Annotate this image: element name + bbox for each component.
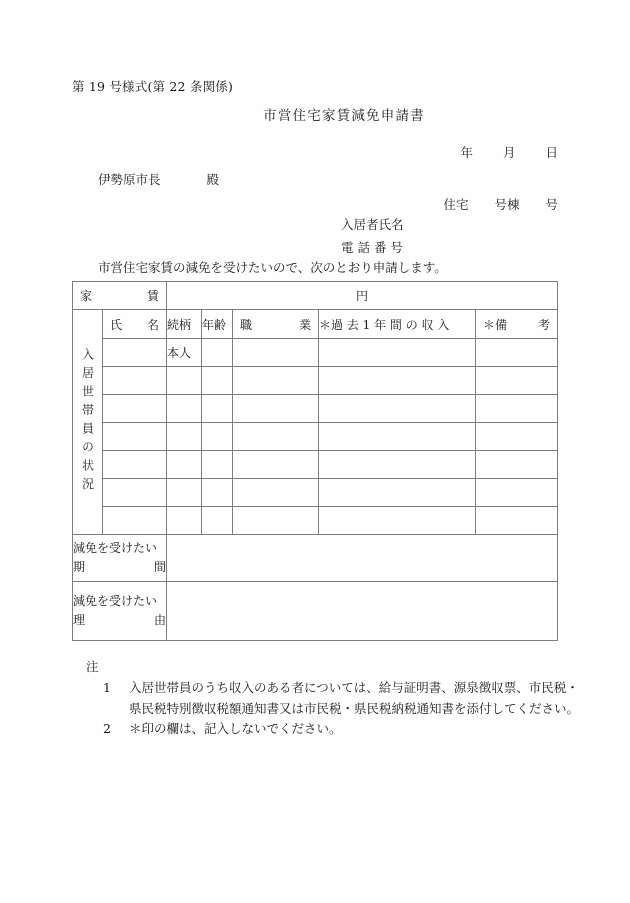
rent-label-cell [73,282,167,310]
cell-relation[interactable] [167,451,202,479]
cell-relation[interactable] [167,367,202,395]
date-line [0,143,558,161]
rent-label-start: 家 [80,289,93,303]
cell-remarks[interactable] [476,507,558,535]
house-number-label: 号 [545,197,558,212]
cell-income[interactable] [319,507,476,535]
note-number-2: 2 [103,720,111,736]
cell-name[interactable] [103,479,167,507]
table-row [73,339,558,367]
household-vertical-label-cell [73,310,103,535]
reason-label-line2-end: 由 [153,613,166,627]
column-header-name [103,310,167,339]
note-item-1 [103,678,579,698]
column-header-name-start: 氏 [110,317,123,332]
cell-income[interactable] [319,367,476,395]
rent-label-end: 賃 [146,289,159,303]
period-label-line2-end: 間 [153,560,166,574]
cell-relation[interactable] [167,423,202,451]
note-item-2 [103,719,579,739]
column-header-age: 年齢 [202,310,233,339]
cell-income[interactable] [319,339,476,367]
document-title: 市営住宅家賃減免申請書 [263,108,425,124]
cell-occupation[interactable] [233,479,319,507]
table-row [73,367,558,395]
cell-income[interactable] [319,423,476,451]
date-day-label: 日 [545,145,558,160]
cell-age[interactable] [202,339,233,367]
note-number-1: 1 [103,680,111,696]
column-header-name-end: 名 [146,317,159,332]
house-info-line [0,195,558,213]
cell-occupation[interactable] [233,423,319,451]
cell-relation[interactable] [167,395,202,423]
column-header-relation: 続柄 [167,310,202,339]
cell-remarks[interactable] [476,367,558,395]
table-row [73,423,558,451]
cell-occupation[interactable] [233,451,319,479]
column-header-occupation [233,310,319,339]
column-header-remarks-start: ＊備 [483,317,508,332]
period-label-line2-start: 期 [73,560,86,574]
cell-remarks[interactable] [476,339,558,367]
house-building-label: 号棟 [494,197,520,212]
cell-name[interactable] [103,367,167,395]
form-number: 第 19 号様式(第 22 条関係) [72,79,234,94]
table-header-row [73,310,558,339]
cell-income[interactable] [319,479,476,507]
reason-row [73,582,558,641]
cell-age[interactable] [202,395,233,423]
table-row [73,479,558,507]
cell-relation[interactable] [167,507,202,535]
application-table [72,281,558,641]
date-month-label: 月 [502,145,516,160]
table-row [73,451,558,479]
table-row [73,507,558,535]
applicant-name-label: 入居者氏名 [341,217,404,232]
reason-label-line1: 減免を受けたい [73,594,158,609]
applicant-info-block [341,215,404,261]
cell-remarks[interactable] [476,479,558,507]
cell-age[interactable] [202,507,233,535]
notes-heading: 注 [86,659,99,674]
cell-remarks[interactable] [476,451,558,479]
period-label-line1: 減免を受けたい [73,541,158,556]
table-row [73,395,558,423]
reason-value-cell[interactable] [167,582,558,641]
period-value-cell[interactable] [167,535,558,582]
column-header-occupation-end: 業 [298,317,311,332]
date-year-label: 年 [460,145,473,160]
cell-occupation[interactable] [233,339,319,367]
note-text-1-line1: 入居世帯員のうち収入のある者については、給与証明書、源泉徴収票、市民税・ [129,680,579,696]
house-label: 住宅 [443,197,469,212]
column-header-remarks-end: 考 [538,317,551,332]
rent-value-cell[interactable]: 円 [167,282,558,310]
cell-income[interactable] [319,395,476,423]
cell-relation[interactable]: 本人 [167,339,202,367]
rent-row [73,282,558,310]
cell-occupation[interactable] [233,395,319,423]
cell-name[interactable] [103,507,167,535]
column-header-occupation-start: 職 [240,317,253,332]
note-text-1-line2: 県民税特別徴収税額通知書又は市民税・県民税納税通知書を添付してください。 [129,700,580,716]
cell-name[interactable] [103,339,167,367]
cell-occupation[interactable] [233,367,319,395]
reason-label-cell [73,582,167,641]
cell-name[interactable] [103,423,167,451]
cell-age[interactable] [202,451,233,479]
note-text-2-line1: ＊印の欄は、記入しないでください。 [129,720,342,736]
cell-age[interactable] [202,367,233,395]
reason-label-line2-start: 理 [73,613,86,627]
column-header-income: ＊過 去 1 年 間 の 収 入 [319,310,476,339]
cell-income[interactable] [319,451,476,479]
addressee-honorific: 殿 [206,172,220,187]
period-label-cell [73,535,167,582]
addressee-name: 伊勢原市長 [98,172,161,187]
cell-relation[interactable] [167,479,202,507]
cell-occupation[interactable] [233,507,319,535]
applicant-phone-label: 電 話 番 号 [341,240,403,255]
period-row [73,535,558,582]
notes-section [86,657,579,739]
column-header-remarks [476,310,558,339]
intro-sentence: 市営住宅家賃の減免を受けたいので、次のとおり申請します。 [98,260,447,275]
cell-remarks[interactable] [476,423,558,451]
household-vertical-label: 入居世帯員の状況 [80,348,95,496]
cell-remarks[interactable] [476,395,558,423]
cell-name[interactable] [103,395,167,423]
cell-age[interactable] [202,479,233,507]
cell-name[interactable] [103,451,167,479]
addressee-line [98,170,219,188]
cell-age[interactable] [202,423,233,451]
